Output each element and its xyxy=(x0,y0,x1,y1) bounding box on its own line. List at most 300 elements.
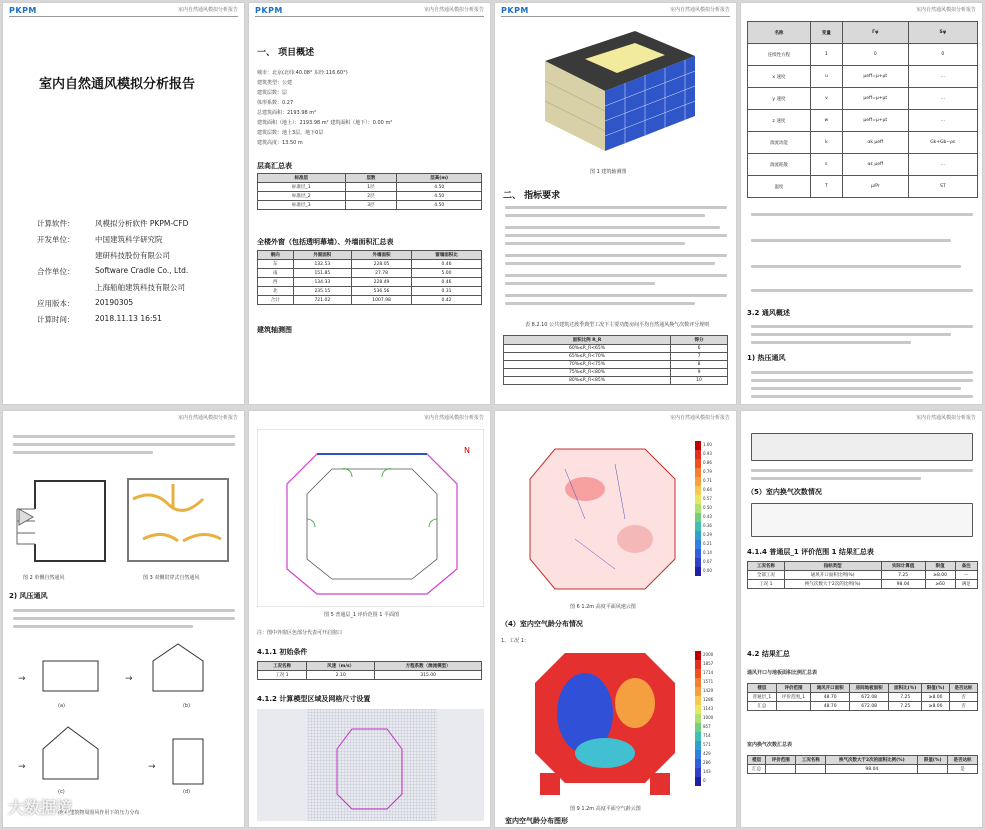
project-field: 体形系数：0.27 xyxy=(257,100,294,106)
legend-label: 143 xyxy=(703,769,711,774)
legend-swatch xyxy=(695,723,701,732)
table-cell: 2.10 xyxy=(307,671,375,680)
table-cell: 75%≤R_R<80% xyxy=(504,369,671,377)
cover-field-value: 风模拟分析软件 PKPM-CFD xyxy=(95,219,189,228)
table-cell: 98.04 xyxy=(881,580,925,589)
section-heading: （4）室内空气龄分布情况 xyxy=(501,620,583,628)
cover-field-label: 计算软件： xyxy=(37,219,75,228)
report-page-results xyxy=(740,410,983,828)
legend-label: 0.21 xyxy=(703,541,712,546)
table-cell: 98.04 xyxy=(826,765,918,774)
cross-ventilation-diagram xyxy=(123,469,233,569)
legend-label: 1857 xyxy=(703,661,714,666)
mesh-grid-image xyxy=(257,709,484,821)
table-cell: 315.00 xyxy=(375,671,482,680)
table-cell: w xyxy=(810,110,842,132)
svg-text:→: → xyxy=(148,762,156,772)
legend-swatch xyxy=(695,531,701,540)
table-cell: ≥8.00 xyxy=(925,571,955,580)
cover-field-value: 上海船舶建筑科技有限公司 xyxy=(95,283,185,292)
paragraph-line xyxy=(505,226,720,229)
table-cell: y 速度 xyxy=(748,88,811,110)
table-cell xyxy=(766,765,796,774)
table-header-cell: 楼层 xyxy=(748,684,777,693)
table-cell: 标准层_1 xyxy=(258,183,346,192)
table-cell: — xyxy=(955,571,977,580)
table-header-cell: 外窗面积 xyxy=(293,251,351,260)
legend-swatch xyxy=(695,486,701,495)
table-cell: 65%≤R_R<70% xyxy=(504,353,671,361)
formula-line xyxy=(751,289,973,292)
cover-field-value: 20190305 xyxy=(95,298,134,307)
table-header-row xyxy=(258,251,482,260)
table-header-cell: 工况名称 xyxy=(258,662,307,671)
table-cell: T xyxy=(810,176,842,198)
table-cell: 672.08 xyxy=(850,702,889,711)
legend-swatch xyxy=(695,567,701,576)
table-cell: 工况 1 xyxy=(748,580,785,589)
air-age-contour-image xyxy=(525,643,695,803)
table-header-cell: 楼层 xyxy=(748,756,766,765)
table-cell: k xyxy=(810,132,842,154)
legend-label: 0.93 xyxy=(703,451,712,456)
table-row xyxy=(258,278,482,287)
table-cell: 8 xyxy=(671,361,728,369)
table-cell: z 速度 xyxy=(748,110,811,132)
table-cell: μeff=μ+μt xyxy=(842,66,908,88)
paragraph-line xyxy=(505,234,727,237)
table-cell: 合计 xyxy=(258,296,294,305)
legend-swatch xyxy=(695,705,701,714)
building-axonometric-image xyxy=(525,21,705,163)
table-header-cell: 工况名称 xyxy=(796,756,826,765)
formula-line xyxy=(751,213,973,216)
table-cell: 7 xyxy=(671,353,728,361)
table-header-cell: 名称 xyxy=(748,22,811,44)
subsection-heading: 1) 热压通风 xyxy=(747,354,786,362)
paragraph-line xyxy=(505,242,685,245)
table-cell: 48.70 xyxy=(811,702,850,711)
table-cell: 东 xyxy=(258,260,294,269)
table-cell xyxy=(776,702,810,711)
paragraph-line xyxy=(751,477,921,480)
figure-caption: 图 5 普通层_1 评价范围 1 平面图 xyxy=(324,612,399,618)
legend-label: 0.50 xyxy=(703,505,712,510)
legend-label: 1429 xyxy=(703,688,714,693)
cover-field-label: 合作单位： xyxy=(37,267,75,276)
table-cell: 80%≤R_R<85% xyxy=(504,377,671,385)
section-heading: 2) 风压通风 xyxy=(9,592,48,600)
paragraph-line xyxy=(505,282,655,285)
legend-swatch xyxy=(695,696,701,705)
cover-field-value: 中国建筑科学研究院 xyxy=(95,235,163,244)
diagram-label-c: (c) xyxy=(58,789,65,795)
diagram-label-b: (b) xyxy=(183,703,191,709)
axonometric-label: 建筑轴测图 xyxy=(257,326,292,334)
section-heading: 4.1.2 计算模型区域及网格尺寸设置 xyxy=(257,695,371,703)
table-header-cell: 房间地板面积 xyxy=(850,684,889,693)
legend-swatch xyxy=(695,495,701,504)
table-header-row xyxy=(258,662,482,671)
legend-label: 0.36 xyxy=(703,523,712,528)
table-row xyxy=(504,369,728,377)
table-header-cell: 层数 xyxy=(345,174,397,183)
project-field: 建筑面积（地上）：2193.98 m² 建筑面积（地下）：0.00 m² xyxy=(257,120,393,126)
table-header-cell: Γφ xyxy=(842,22,908,44)
table-header-cell: 面积比例 R_R xyxy=(504,336,671,345)
paragraph-line xyxy=(751,395,973,398)
table-cell: v xyxy=(810,88,842,110)
header-divider xyxy=(255,16,484,17)
report-page-requirements xyxy=(494,2,737,405)
table-header-cell: 外墙面积 xyxy=(352,251,412,260)
table-header-row xyxy=(748,22,978,44)
page-header-title: 室内自然通风模拟分析报告 xyxy=(177,415,238,421)
page-header-title: 室内自然通风模拟分析报告 xyxy=(423,7,484,13)
table-header-cell: 限值(%) xyxy=(918,756,948,765)
figure-caption: 图 1 建筑轴测图 xyxy=(590,169,627,175)
legend-swatch xyxy=(695,777,701,786)
table-row xyxy=(748,693,978,702)
paragraph-line xyxy=(751,341,911,344)
table-cell: 0.46 xyxy=(412,260,482,269)
summary-table-top xyxy=(751,433,973,461)
cover-field-value: 2018.11.13 16:51 xyxy=(95,314,162,323)
cover-field-label: 计算时间： xyxy=(37,315,75,324)
case-label: 1、工况 1： xyxy=(501,638,529,644)
table-cell: ST xyxy=(908,176,977,198)
table-header-cell: Sφ xyxy=(908,22,977,44)
table-header-cell: 朝向 xyxy=(258,251,294,260)
header-divider xyxy=(9,16,238,17)
pkpm-logo: PKPM xyxy=(255,6,283,15)
paragraph-line xyxy=(751,325,973,328)
legend-swatch xyxy=(695,651,701,660)
page-header-title: 室内自然通风模拟分析报告 xyxy=(423,415,484,421)
table-header-cell: 得分 xyxy=(671,336,728,345)
table-cell: 228.49 xyxy=(352,278,412,287)
page-header-title: 室内自然通风模拟分析报告 xyxy=(915,7,976,13)
floor-plan-image xyxy=(257,429,484,607)
paragraph-line xyxy=(13,625,193,628)
table-cell: ... xyxy=(908,154,977,176)
table-title: 表 8.2.10 公共建筑过渡季典型工况下主要功能房间平均自然通风换气次数评分规则 xyxy=(525,322,710,328)
table-row xyxy=(258,192,482,201)
table-header-row xyxy=(748,684,978,693)
page-header-title: 室内自然通风模拟分析报告 xyxy=(669,415,730,421)
table-cell: 否 xyxy=(949,693,977,702)
figure-caption: 图 6 1.2m 高度平面风速云图 xyxy=(570,604,636,610)
table-cell: 7.25 xyxy=(889,702,922,711)
table-cell: 汇总 xyxy=(748,702,777,711)
header-divider xyxy=(501,16,730,17)
table-cell: 1007.98 xyxy=(352,296,412,305)
report-title: 室内自然通风模拟分析报告 xyxy=(39,77,196,92)
table-cell: ... xyxy=(908,88,977,110)
table-cell: 北 xyxy=(258,287,294,296)
table-cell: 0 xyxy=(908,44,977,66)
table-cell: 70%≤R_R<75% xyxy=(504,361,671,369)
paragraph-line xyxy=(13,609,235,612)
report-page-floorplan xyxy=(248,410,491,828)
paragraph-line xyxy=(13,443,235,446)
page-header-title: 室内自然通风模拟分析报告 xyxy=(915,415,976,421)
air-change-table xyxy=(751,503,973,537)
table-row xyxy=(504,377,728,385)
table-cell: 0 xyxy=(842,44,908,66)
section-heading: 4.2 结果汇总 xyxy=(747,650,790,658)
table-cell: 标准层_3 xyxy=(258,201,346,210)
legend-label: 1714 xyxy=(703,670,714,675)
report-page-cover xyxy=(2,2,245,405)
formula-line xyxy=(751,265,961,268)
table-header-cell: 评价范围 xyxy=(766,756,796,765)
paragraph-line xyxy=(505,302,695,305)
table-cell: 721.02 xyxy=(293,296,351,305)
table-header-cell: 评价范围 xyxy=(776,684,810,693)
table-cell: ... xyxy=(908,66,977,88)
table-cell: αε μeff xyxy=(842,154,908,176)
floor-table-title: 层高汇总表 xyxy=(257,162,292,170)
legend-label: 0.64 xyxy=(703,487,712,492)
table-cell: ≥60 xyxy=(925,580,955,589)
paragraph-line xyxy=(505,206,727,209)
table-row xyxy=(748,580,978,589)
table-cell: 27.78 xyxy=(352,269,412,278)
table-header-row xyxy=(504,336,728,345)
table-header-cell: 通风开口面积 xyxy=(811,684,850,693)
project-field: 建筑层数：层 xyxy=(257,90,288,96)
north-arrow-label: N xyxy=(464,446,470,455)
table-header-cell: 指标类型 xyxy=(784,562,881,571)
svg-text:→: → xyxy=(125,674,133,684)
table-cell: ε xyxy=(810,154,842,176)
table-cell: 连续性方程 xyxy=(748,44,811,66)
paragraph-line xyxy=(751,333,951,336)
legend-label: 0.86 xyxy=(703,460,712,465)
legend-label: 1286 xyxy=(703,697,714,702)
legend-swatch xyxy=(695,741,701,750)
table-row xyxy=(258,287,482,296)
table-header-row xyxy=(748,756,978,765)
table-row xyxy=(748,765,978,774)
legend-label: 0.14 xyxy=(703,550,712,555)
paragraph-line xyxy=(505,274,727,277)
legend-label: 0.57 xyxy=(703,496,712,501)
legend-swatch xyxy=(695,468,701,477)
result-summary-table xyxy=(747,561,978,589)
section-heading: 4.1.1 初始条件 xyxy=(257,648,308,656)
table-row xyxy=(748,66,978,88)
report-page-contours xyxy=(494,410,737,828)
legend-label: 0.29 xyxy=(703,532,712,537)
opening-area-summary-table xyxy=(747,683,978,711)
table-cell: Gk+Gb−ρε xyxy=(908,132,977,154)
table-cell: 通风开口面积比例(%) xyxy=(784,571,881,580)
table-header-cell: 备注 xyxy=(955,562,977,571)
table-row xyxy=(748,702,978,711)
table-cell: 评价范围_1 xyxy=(776,693,810,702)
cover-field-label: 开发单位： xyxy=(37,235,75,244)
watermark: 大数据境 xyxy=(8,798,73,817)
svg-text:→: → xyxy=(18,674,26,684)
table-cell: 4.50 xyxy=(397,192,482,201)
table-cell: 否 xyxy=(949,702,977,711)
legend-swatch xyxy=(695,540,701,549)
table-header-cell: 换气次数大于2次的面积比例(%) xyxy=(826,756,918,765)
table-cell: 湍流动能 xyxy=(748,132,811,154)
legend-swatch xyxy=(695,504,701,513)
legend-label: 857 xyxy=(703,724,711,729)
legend-swatch xyxy=(695,558,701,567)
cover-field-value: Software Cradle Co., Ltd. xyxy=(95,266,189,275)
table-header-cell: 限值 xyxy=(925,562,955,571)
table-row xyxy=(504,345,728,353)
page-header-title: 室内自然通风模拟分析报告 xyxy=(177,7,238,13)
legend-label: 0.07 xyxy=(703,559,712,564)
legend-label: 1571 xyxy=(703,679,714,684)
diagram-label-a: (a) xyxy=(58,703,65,709)
legend-swatch xyxy=(695,441,701,450)
single-sided-ventilation-diagram xyxy=(13,469,113,569)
table-row xyxy=(258,260,482,269)
project-field: 总建筑面积：2193.98 m² xyxy=(257,110,317,116)
legend-label: 0 xyxy=(703,778,706,783)
legend-label: 1143 xyxy=(703,706,714,711)
legend-label: 0.43 xyxy=(703,514,712,519)
paragraph-line xyxy=(505,294,727,297)
table-cell: 汇总 xyxy=(748,765,766,774)
table-cell: 4.50 xyxy=(397,183,482,192)
table-cell: μeff=μ+μt xyxy=(842,88,908,110)
table-cell: 0.31 xyxy=(412,287,482,296)
table-cell: 235.15 xyxy=(293,287,351,296)
legend-label: 1.00 xyxy=(703,442,712,447)
table-header-cell: 是否达标 xyxy=(947,756,977,765)
table-cell: 南 xyxy=(258,269,294,278)
section-heading: 3.2 通风概述 xyxy=(747,309,790,317)
table-cell: 工况 1 xyxy=(258,671,307,680)
table-row xyxy=(258,671,482,680)
page-header-title: 室内自然通风模拟分析报告 xyxy=(669,7,730,13)
table-cell: 全部工况 xyxy=(748,571,785,580)
window-table-title: 全楼外窗（包括透明幕墙）、外墙面积汇总表 xyxy=(257,238,394,246)
table-row xyxy=(748,110,978,132)
legend-swatch xyxy=(695,450,701,459)
legend-label: 714 xyxy=(703,733,711,738)
table-row xyxy=(258,201,482,210)
table-cell: 4.50 xyxy=(397,201,482,210)
table-cell: 672.08 xyxy=(850,693,889,702)
paragraph-line xyxy=(13,451,153,454)
paragraph-line xyxy=(13,617,235,620)
table-header-cell: 标准层 xyxy=(258,174,346,183)
cover-field-label: 应用版本： xyxy=(37,299,75,308)
legend-label: 0.71 xyxy=(703,478,712,483)
table-title: 室内换气次数汇总表 xyxy=(747,742,793,748)
table-cell: 0.46 xyxy=(412,278,482,287)
table-header-cell: 是否达标 xyxy=(949,684,977,693)
table-header-cell: 限值(%) xyxy=(922,684,950,693)
floor-height-table xyxy=(257,173,482,210)
table-row xyxy=(748,571,978,580)
paragraph-line xyxy=(505,262,715,265)
table-cell: 5.00 xyxy=(412,269,482,278)
table-cell: 1层 xyxy=(345,183,397,192)
table-cell: αk μeff xyxy=(842,132,908,154)
figure-caption: 图 9 1.2m 高度平面空气龄云图 xyxy=(570,806,641,812)
legend-swatch xyxy=(695,732,701,741)
table-cell: 48.70 xyxy=(811,693,850,702)
legend-label: 1000 xyxy=(703,715,714,720)
table-header-cell: 变量 xyxy=(810,22,842,44)
table-cell: 9 xyxy=(671,369,728,377)
table-cell: 134.33 xyxy=(293,278,351,287)
formula-line xyxy=(751,239,951,242)
legend-swatch xyxy=(695,669,701,678)
table-row xyxy=(748,154,978,176)
figure-caption: 图 2 单侧自然通风 xyxy=(23,575,65,581)
pkpm-logo: PKPM xyxy=(9,6,37,15)
table-header-cell: 实际计算值 xyxy=(881,562,925,571)
diagram-label-d: (d) xyxy=(183,789,191,795)
table-cell: ≥8.00 xyxy=(922,702,950,711)
table-cell: 普通层_1 xyxy=(748,693,777,702)
table-cell: 是 xyxy=(947,765,977,774)
table-row xyxy=(258,183,482,192)
section-heading: 一、 项目概述 xyxy=(257,48,315,58)
paragraph-line xyxy=(505,254,727,257)
table-cell: 换气次数大于2次的比例(%) xyxy=(784,580,881,589)
table-row xyxy=(748,132,978,154)
table-header-row xyxy=(748,562,978,571)
table-cell: ... xyxy=(908,110,977,132)
table-cell xyxy=(796,765,826,774)
project-field: 建筑高度：13.50 m xyxy=(257,140,303,146)
window-area-table xyxy=(257,250,482,305)
table-cell: 2层 xyxy=(345,192,397,201)
legend-swatch xyxy=(695,750,701,759)
table-cell: 151.85 xyxy=(293,269,351,278)
table-header-cell: 方程系数（湍流模型） xyxy=(375,662,482,671)
table-cell: ≥8.00 xyxy=(922,693,950,702)
table-row xyxy=(748,176,978,198)
table-cell: 7.25 xyxy=(881,571,925,580)
table-cell: 湍流耗散 xyxy=(748,154,811,176)
paragraph-line xyxy=(751,379,973,382)
table-cell: 温度 xyxy=(748,176,811,198)
figure-note: 注：图中外窗区色部分代表可开启窗口 xyxy=(257,630,343,636)
table-cell: 7.25 xyxy=(889,693,922,702)
legend-swatch xyxy=(695,768,701,777)
legend-label: 571 xyxy=(703,742,711,747)
legend-label: 0.00 xyxy=(703,568,712,573)
table-header-cell: 风速（m/s） xyxy=(307,662,375,671)
table-cell: 228.05 xyxy=(352,260,412,269)
report-page-ventilation-types xyxy=(2,410,245,828)
section-heading: 4.1.4 普通层_1 评价范围 1 结果汇总表 xyxy=(747,548,874,556)
pkpm-logo: PKPM xyxy=(501,6,529,15)
air-change-summary-table xyxy=(747,755,978,774)
section-heading: 室内空气龄分布图形 xyxy=(505,817,568,825)
table-cell xyxy=(918,765,948,774)
paragraph-line xyxy=(505,214,705,217)
legend-swatch xyxy=(695,522,701,531)
table-cell: 6 xyxy=(671,345,728,353)
table-cell: 3层 xyxy=(345,201,397,210)
table-row xyxy=(748,88,978,110)
table-cell: u xyxy=(810,66,842,88)
